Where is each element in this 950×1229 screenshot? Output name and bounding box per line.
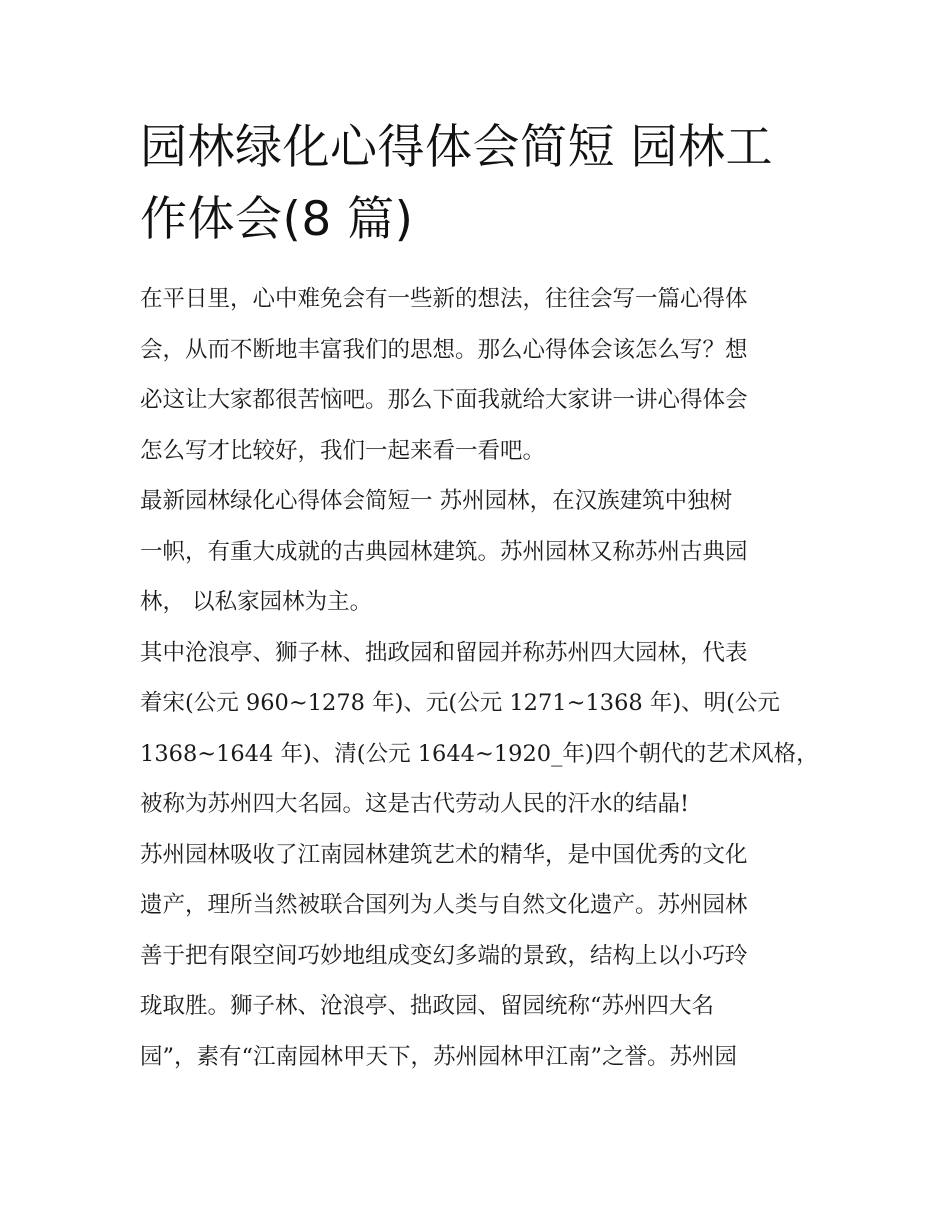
- document-page: [140, 112, 820, 1082]
- paragraph-cultural-heritage: 苏州园林吸收了江南园林建筑艺术的精华，是中国优秀的文化 遗产，理所当然被联合国列为人类与自然文化遗产。苏州园林 善于把有限空间巧妙地组成变幻多端的景致，结构上以小巧玲 珑取胜。狮子林、沧浪亭、拙政园、留园统称“苏州四大名 园”，素有“江南园林甲天下，苏州园林甲江南”之誉。苏州园: [140, 841, 748, 1070]
- document-body: [140, 274, 820, 1082]
- paragraph-intro: 在平日里，心中难免会有一些新的想法，往往会写一篇心得体 会，从而不断地丰富我们的思想。那么心得体会该怎么写？想 必这让大家都很苦恼吧。那么下面我就给大家讲一讲心得体会 怎么写才比较好，我们一起来看一看吧。: [140, 286, 748, 464]
- paragraph-suzhou-gardens: 最新园林绿化心得体会简短一 苏州园林，在汉族建筑中独树 一帜，有重大成就的古典园林建筑。苏州园林又称苏州古典园 林， 以私家园林为主。: [140, 488, 748, 615]
- document-title: 园林绿化心得体会简短 园林工 作体会(8 篇): [140, 120, 773, 247]
- paragraph-four-gardens: 其中沧浪亭、狮子林、拙政园和留园并称苏州四大园林，代表 着宋(公元 960~1278 年)、元(公元 1271~1368 年)、明(公元 1368~1644 年)、清(公元 1644~1920_年)四个朝代的艺术风格， 被称为苏州四大名园。这是古代劳动人民的汗水的结晶!: [140, 639, 819, 817]
